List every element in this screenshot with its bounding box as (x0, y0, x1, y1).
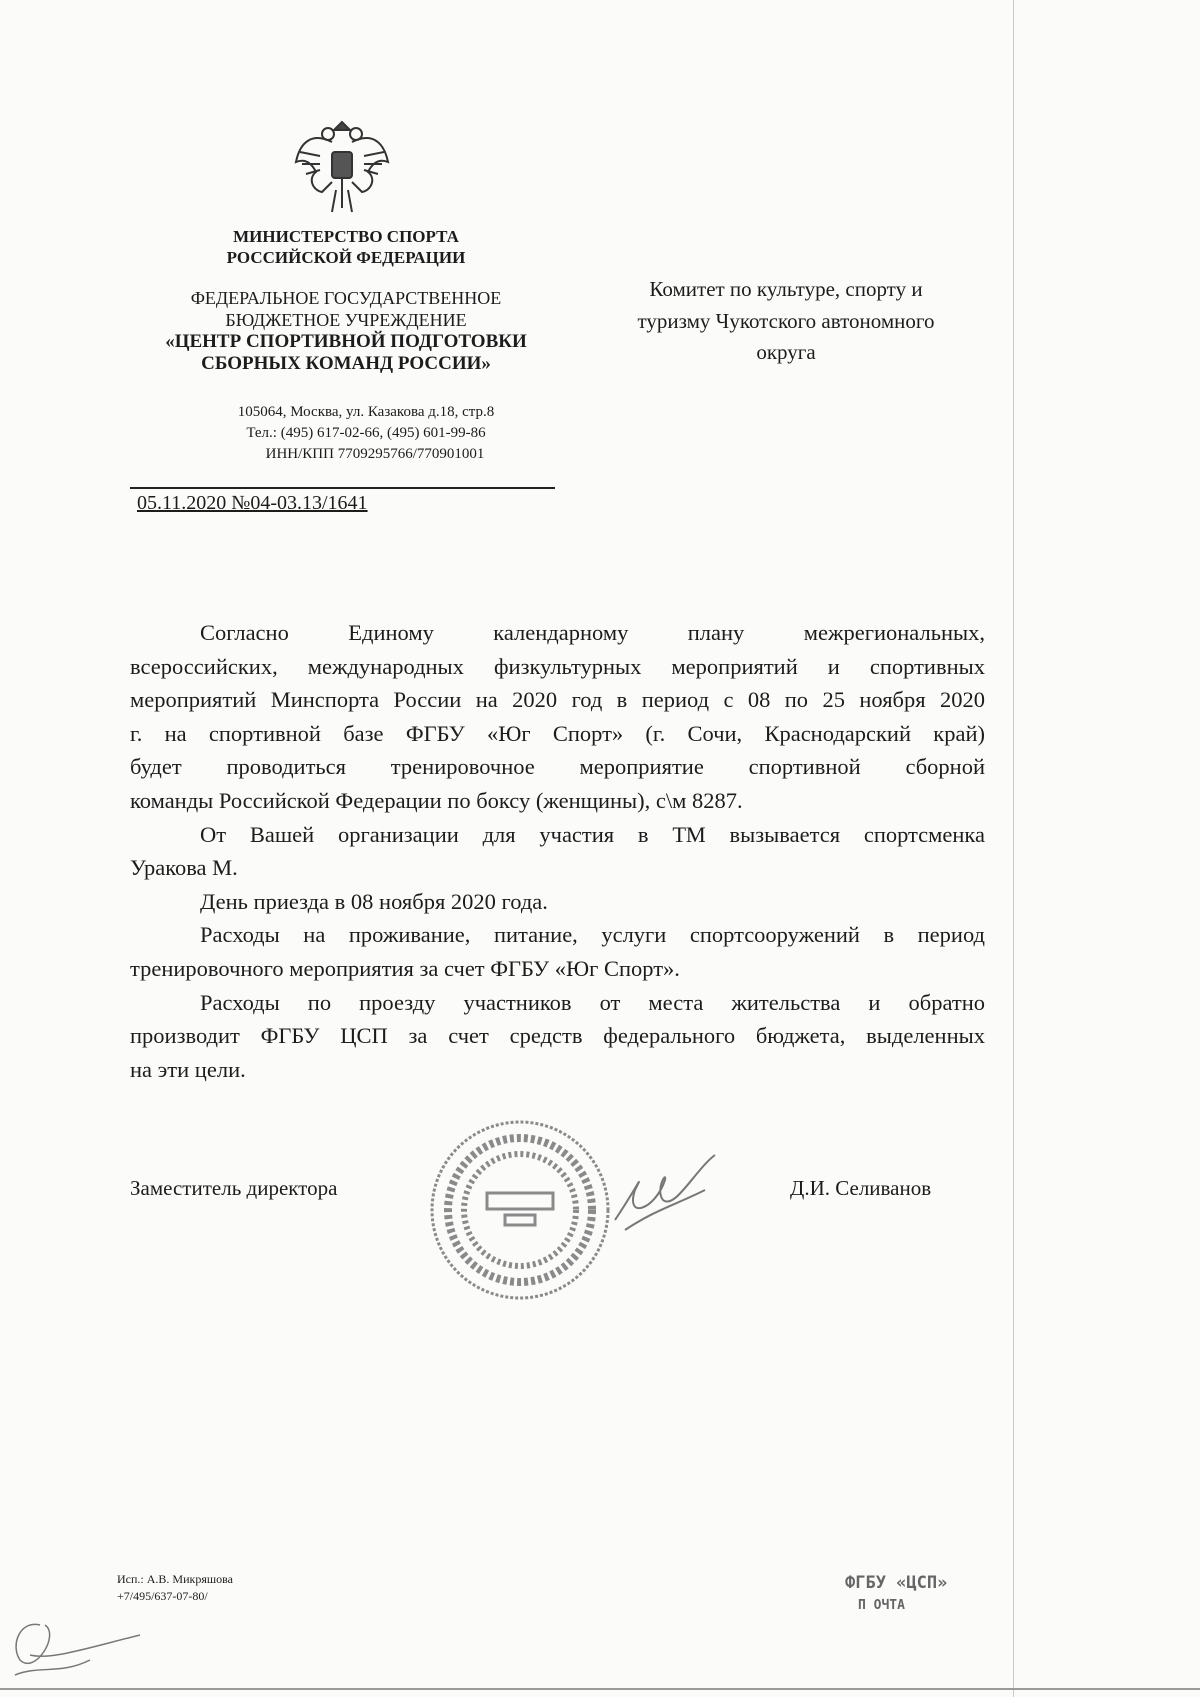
ministry-line: РОССИЙСКОЙ ФЕДЕРАЦИИ (226, 248, 466, 267)
org-type-line: БЮДЖЕТНОЕ УЧРЕЖДЕНИЕ (225, 310, 467, 330)
addressee (600, 274, 972, 369)
addressee-line: округа (756, 340, 816, 364)
body-line: Расходы по проезду участников от места жительства и обратно (200, 989, 985, 1015)
addressee-line: Комитет по культуре, спорту и (649, 277, 923, 301)
body-paragraph (130, 918, 985, 985)
initials-scribble (0, 1605, 150, 1690)
body-paragraph (130, 818, 985, 885)
org-name-line: «ЦЕНТР СПОРТИВНОЙ ПОДГОТОВКИ (165, 331, 527, 352)
org-inn: ИНН/КПП 7709295766/770901001 (265, 446, 485, 462)
registration-number: 05.11.2020 №04-03.13/1641 (137, 492, 368, 514)
handwritten-signature (605, 1150, 725, 1240)
organization-name (130, 287, 562, 375)
scan-fold-line (1013, 0, 1014, 1697)
body-line: тренировочного мероприятия за счет ФГБУ «Юг Спорт». (130, 955, 680, 981)
body-line: Уракова М. (130, 855, 238, 881)
body-line: Расходы на проживание, питание, услуги спортсооружений в период (200, 922, 985, 948)
body-paragraph (130, 885, 985, 919)
official-seal-stamp (425, 1115, 615, 1305)
executor-name: Исп.: А.В. Микряшова (117, 1572, 233, 1586)
org-type-line: ФЕДЕРАЛЬНОЕ ГОСУДАРСТВЕННОЕ (190, 288, 502, 308)
org-name-line: СБОРНЫХ КОМАНД РОССИИ» (201, 353, 491, 374)
body-line: День приезда в 08 ноября 2020 года. (200, 888, 548, 914)
ministry-name (130, 226, 562, 268)
body-paragraph (130, 616, 985, 818)
org-contacts (150, 402, 582, 465)
letter-body (130, 616, 985, 1086)
body-line: производит ФГБУ ЦСП за счет средств федерального бюджета, выделенных (130, 1023, 985, 1049)
executor-phone: +7/495/637-07-80/ (117, 1589, 208, 1603)
body-line: команды Российской Федерации по боксу (женщины), с\м 8287. (130, 787, 743, 813)
ministry-line: МИНИСТЕРСТВО СПОРТА (233, 227, 459, 246)
body-line: будет проводиться тренировочное мероприятие спортивной сборной (130, 754, 985, 780)
body-paragraph (130, 986, 985, 1087)
addressee-line: туризму Чукотского автономного (637, 308, 935, 333)
signatory-position: Заместитель директора (130, 1176, 338, 1200)
body-line: всероссийских, международных физкультурных мероприятий и спортивных (130, 653, 985, 679)
body-line: Согласно Единому календарному плану межрегиональных, (200, 620, 985, 645)
signatory-name: Д.И. Селиванов (790, 1176, 932, 1200)
body-line: От Вашей организации для участия в ТМ вызывается спортсменка (200, 821, 985, 847)
postal-stamp-org: ФГБУ «ЦСП» (845, 1573, 948, 1593)
org-address: 105064, Москва, ул. Казакова д.18, стр.8 (237, 404, 495, 420)
org-phones: Тел.: (495) 617-02-66, (495) 601-99-86 (246, 425, 486, 441)
body-line: г. на спортивной базе ФГБУ «Юг Спорт» (г. Сочи, Краснодарский край) (130, 720, 985, 746)
body-line: на эти цели. (130, 1056, 246, 1082)
postal-stamp-label: П ОЧТА (858, 1598, 905, 1613)
coat-of-arms-emblem (292, 112, 392, 220)
scan-edge-line (0, 1688, 1200, 1690)
registration-divider (130, 487, 555, 489)
body-line: мероприятий Минспорта России на 2020 год в период с 08 по 25 ноября 2020 (130, 687, 985, 713)
